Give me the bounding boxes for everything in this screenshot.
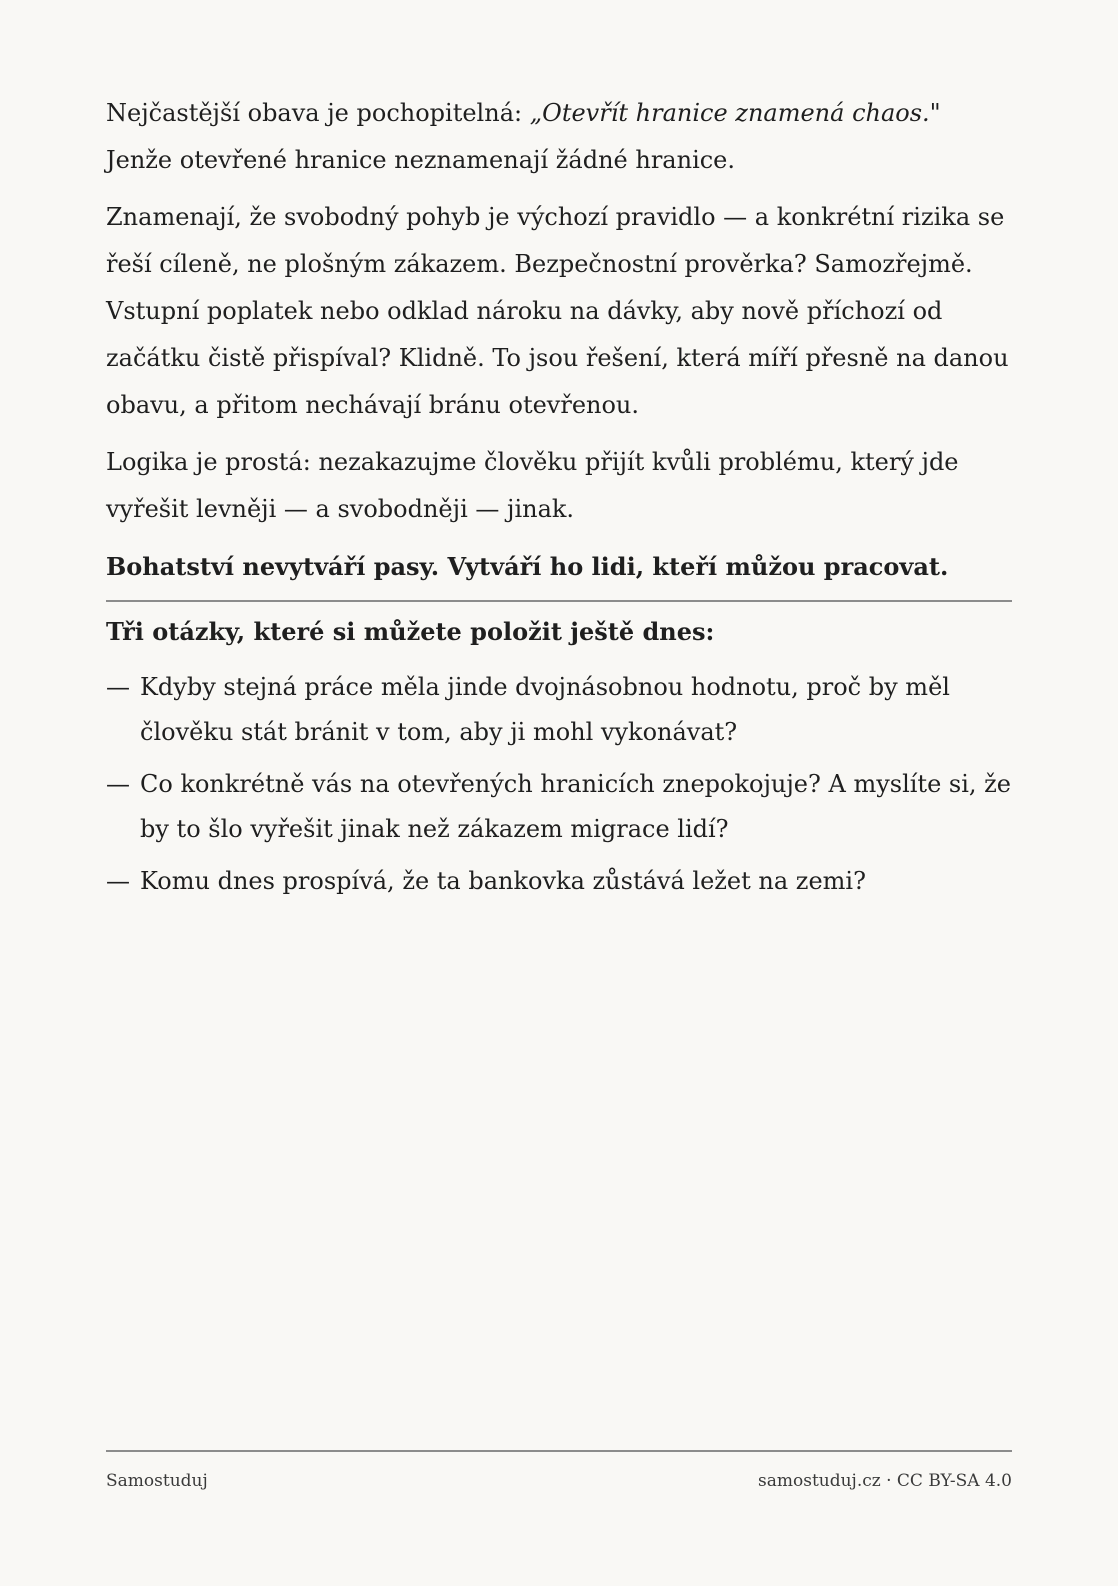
- paragraph-logic: Logika je prostá: nezakazujme člověku přijít kvůli problému, který jde vyřešit levněji — a svobodněji — jinak.: [106, 448, 959, 523]
- question-item: [106, 859, 1012, 904]
- questions-list: [106, 665, 1012, 904]
- dash-marker: —: [106, 770, 130, 798]
- footer-brand: Samostuduj: [106, 1471, 208, 1491]
- document-body: [106, 90, 1012, 911]
- claim-statement: Bohatství nevytváří pasy. Vytváří ho lidi, kteří můžou pracovat.: [106, 552, 949, 581]
- intro-quote: „Otevřít hranice znamená chaos.": [529, 99, 941, 127]
- page-footer: [106, 1450, 1012, 1492]
- intro-continuation: Jenže otevřené hranice neznamenají žádné hranice.: [106, 146, 736, 174]
- question-item: [106, 762, 1012, 852]
- intro-text: Nejčastější obava je pochopitelná:: [106, 99, 530, 127]
- dash-marker: —: [106, 867, 130, 895]
- question-text: Komu dnes prospívá, že ta bankovka zůstává ležet na zemi?: [140, 867, 866, 895]
- footer-license: samostuduj.cz · CC BY-SA 4.0: [758, 1471, 1012, 1491]
- section-divider: [106, 600, 1012, 602]
- question-text: Co konkrétně vás na otevřených hranicích znepokojuje? A myslíte si, že by to šlo vyřešit jinak než zákazem migrace lidí?: [140, 770, 1012, 843]
- paragraph-rules: Znamenají, že svobodný pohyb je výchozí pravidlo — a konkrétní rizika se řeší cíleně, ne plošným zákazem. Bezpečnostní prověrka? Samozřejmě. Vstupní poplatek nebo odklad nároku na dávky, aby nově příchozí od začátku čistě přispíval? Klidně. To jsou řešení, která míří přesně na danou obavu, a přitom nechávají bránu otevřenou.: [106, 203, 1009, 419]
- questions-heading: Tři otázky, které si můžete položit ještě dnes:: [106, 617, 715, 646]
- intro-paragraph: [106, 90, 1012, 184]
- dash-marker: —: [106, 673, 130, 701]
- question-item: [106, 665, 1012, 755]
- question-text: Kdyby stejná práce měla jinde dvojnásobnou hodnotu, proč by měl člověku stát bránit v tom, aby ji mohl vykonávat?: [140, 673, 950, 746]
